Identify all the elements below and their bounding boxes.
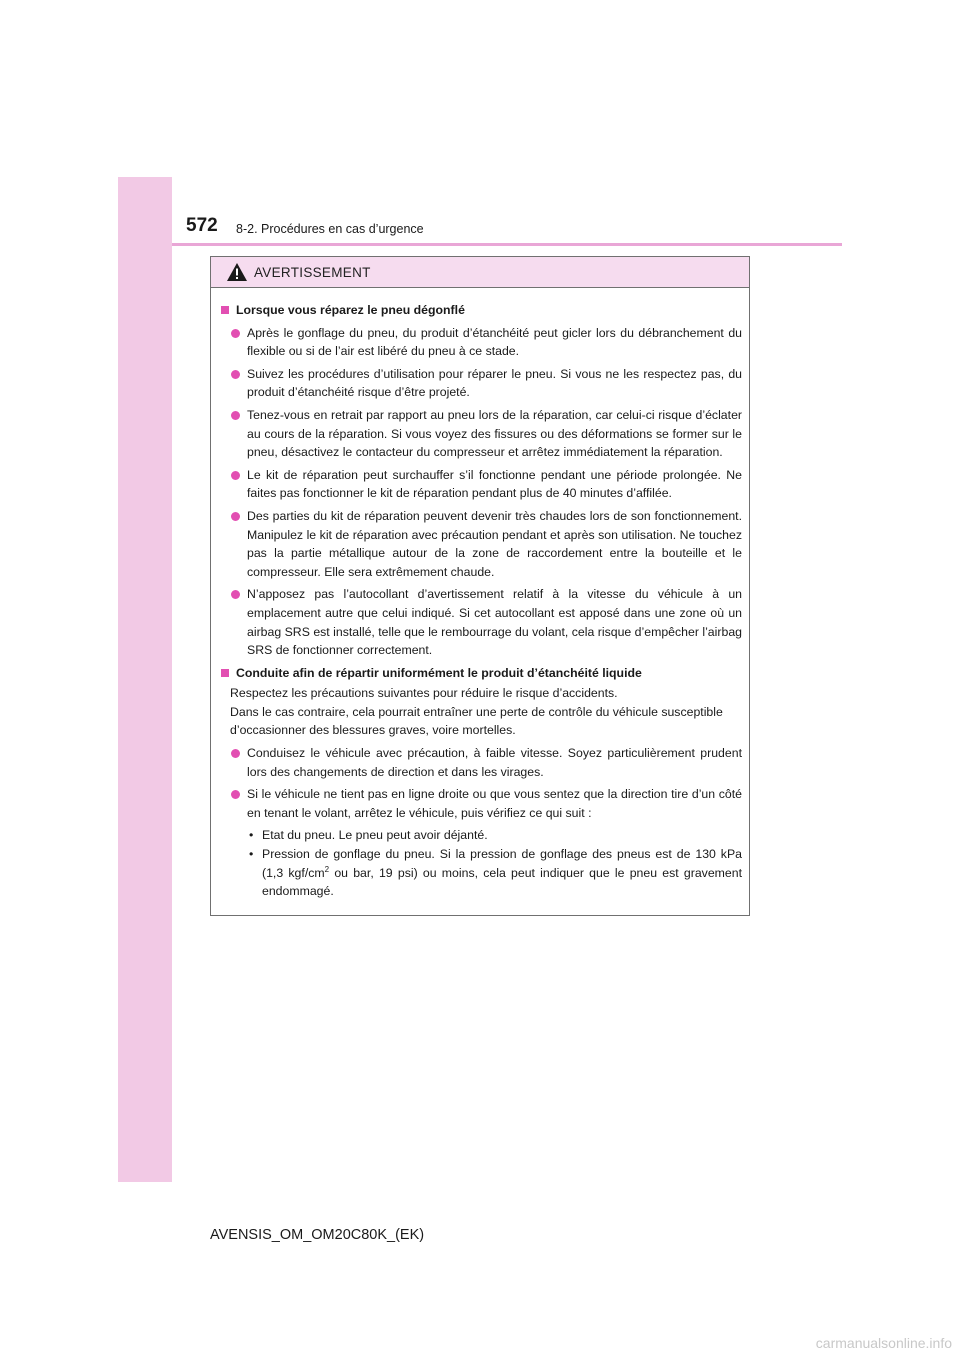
round-bullet-icon [231,790,240,799]
round-bullet-icon [231,590,240,599]
list-item: Suivez les procédures d’utilisation pour réparer le pneu. Si vous ne les respectez pas, du produit d’étanchéité risque d’être projeté. [231,365,742,402]
sub-list-item: • Etat du pneu. Le pneu peut avoir déjanté. [249,826,742,845]
list-item: Si le véhicule ne tient pas en ligne droite ou que vous sentez que la direction tire d’un côté en tenant le volant, arrêtez le véhicule, puis vérifiez ce qui suit : [231,785,742,822]
sub-list-item: • Pression de gonflage du pneu. Si la pression de gonflage des pneus est de 130 kPa (1,3 kgf/$cm^2$ ou bar, 19 psi) ou moins, cela peut indiquer que le pneu est gravement endommagé. [249,845,742,901]
square-bullet-icon [221,306,229,314]
watermark: carmanualsonline.info [815,1335,952,1351]
round-bullet-icon [231,749,240,758]
chapter-side-tab [118,177,172,1182]
warning-header [211,257,749,288]
square-bullet-icon [221,669,229,677]
round-bullet-icon [231,471,240,480]
round-bullet-icon [231,329,240,338]
header-divider [172,243,842,246]
section-heading: Conduite afin de répartir uniformément le produit d’étanchéité liquide [219,664,742,683]
sub-bullet-icon: • [249,828,254,843]
list-item: Le kit de réparation peut surchauffer s’il fonctionne pendant une période prolongée. Ne faites pas fonctionner le kit de réparation pendant plus de 40 minutes d’affilée. [231,466,742,503]
round-bullet-icon [231,411,240,420]
list-item: Des parties du kit de réparation peuvent devenir très chaudes lors de son fonctionnement. Manipulez le kit de réparation avec précaution pendant et après son utilisation. Ne touchez pas la partie métallique autour de la zone de raccordement entre la bouteille et le compresseur. Elle sera extrêmement chaude. [231,507,742,581]
round-bullet-icon [231,512,240,521]
section-title: 8-2. Procédures en cas d’urgence [236,222,424,236]
warning-box [210,256,750,916]
warning-triangle-icon [226,262,248,282]
warning-title: AVERTISSEMENT [254,264,371,280]
list-item: Conduisez le véhicule avec précaution, à faible vitesse. Soyez particulièrement prudent lors des changements de direction et dans les virages. [231,744,742,781]
list-item: N’apposez pas l’autocollant d’avertissement relatif à la vitesse du véhicule à un emplacement autre que celui indiqué. Si cet autocollant est apposé dans une zone où un airbag SRS est installé, telle que le rembourrage du volant, cela risque d’empêcher l’airbag SRS de fonctionner correctement. [231,585,742,659]
list-item: Tenez-vous en retrait par rapport au pneu lors de la réparation, car celui-ci risque d’éclater au cours de la réparation. Si vous voyez des fissures ou des déformations se former sur le pneu, désactivez le contacteur du compresseur et arrêtez immédiatement la réparation. [231,406,742,462]
section-heading: Lorsque vous réparez le pneu dégonflé [219,301,742,320]
document-footer: AVENSIS_OM_OM20C80K_(EK) [210,1227,425,1243]
intro-paragraph: Respectez les précautions suivantes pour réduire le risque d’accidents. [230,686,618,701]
sub-bullet-icon: • [249,847,254,862]
list-item: Après le gonflage du pneu, du produit d’étanchéité peut gicler lors du débranchement du flexible ou si de l’air est libéré du pneu à ce stade. [231,324,742,361]
page-number: 572 [186,215,218,236]
sub-list [219,826,742,900]
intro-paragraph: Dans le cas contraire, cela pourrait entraîner une perte de contrôle du véhicule susceptible d’occasionner des blessures graves, voire mortelles. [230,704,723,738]
warning-body [211,288,749,901]
round-bullet-icon [231,370,240,379]
